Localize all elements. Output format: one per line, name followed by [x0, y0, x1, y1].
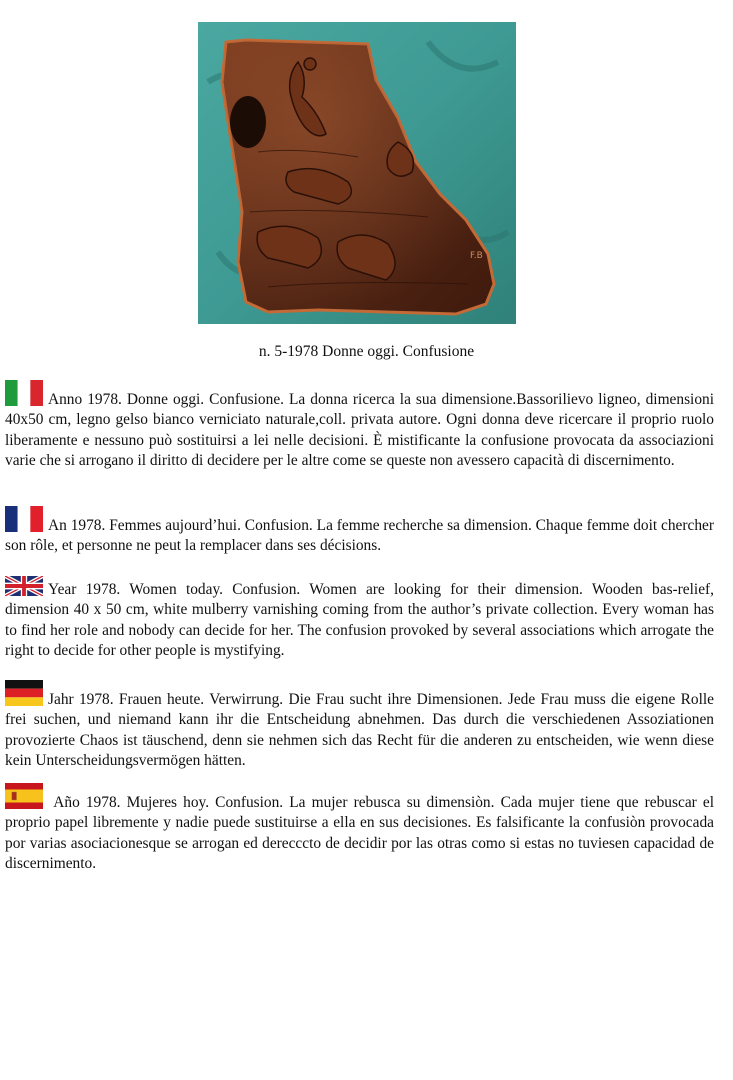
italian-text: Anno 1978. Donne oggi. Confusione. La donna ricerca la sua dimensione.Bassorilievo ligneo, dimensioni 40x50 cm, legno gelso bianco verniciato naturale,coll. privata autore. Ogni donna deve ricercare il proprio ruolo liberamente e nessuno può sostituirsi a lei nelle decisioni. È mistificante la confusione provocata da associazioni varie che si arrogano il diritto di decidere per le altre come se queste non avessero capacità di discernimento.: [5, 391, 714, 470]
germany-flag-icon: [5, 680, 43, 706]
svg-text:F.B: F.B: [470, 251, 483, 261]
photo-caption: n. 5-1978 Donne oggi. Confusione: [258, 343, 475, 360]
spanish-text: Año 1978. Mujeres hoy. Confusion. La mujer rebusca su dimensiòn. Cada mujer tiene que rebuscar el proprio papel libremente y nadie puede sustituirse a ella en sus decisiones. Es falsificante la confusiòn provocada por varias asociacionesque se arrogan ed derecccto de decidir por las otras como si estas no tuviesen capacidad de discernimento.: [5, 794, 714, 873]
spain-flag-icon: [5, 783, 43, 809]
paragraph-italian: [5, 380, 714, 472]
english-text: Year 1978. Women today. Confusion. Women are looking for their dimension. Wooden bas-relief, dimension 40 x 50 cm, white mulberry varnishing coming from the author’s private collection. Every woman has to find her role and nobody can decide for her. The confusion provoked by several associations which arrogate the right to decide for other people is mystifying.: [5, 581, 714, 660]
paragraph-spanish: [5, 783, 714, 875]
uk-flag-icon: [5, 576, 43, 596]
wood-knot: [230, 96, 266, 148]
french-text: An 1978. Femmes aujourd’hui. Confusion. La femme recherche sa dimension. Chaque femme doit chercher son rôle, et personne ne peut la remplacer dans ses décisions.: [5, 517, 714, 555]
german-text: Jahr 1978. Frauen heute. Verwirrung. Die Frau sucht ihre Dimensionen. Jede Frau muss die eigene Rolle frei suchen, und niemand kann ihr die Entscheidung abnehmen. Das durch die verschiedenen Assoziationen provozierte Chaos ist täuschend, denn sie nehmen sich das Recht für die anderen zu entscheiden, wie wenn diese kein Unterscheidungsvermögen hätten.: [5, 691, 714, 770]
paragraph-english: [5, 576, 714, 662]
paragraph-french: [5, 506, 714, 557]
france-flag-icon: [5, 506, 43, 532]
paragraph-german: [5, 680, 714, 772]
italy-flag-icon: [5, 380, 43, 406]
bas-relief-photo: [198, 22, 516, 324]
